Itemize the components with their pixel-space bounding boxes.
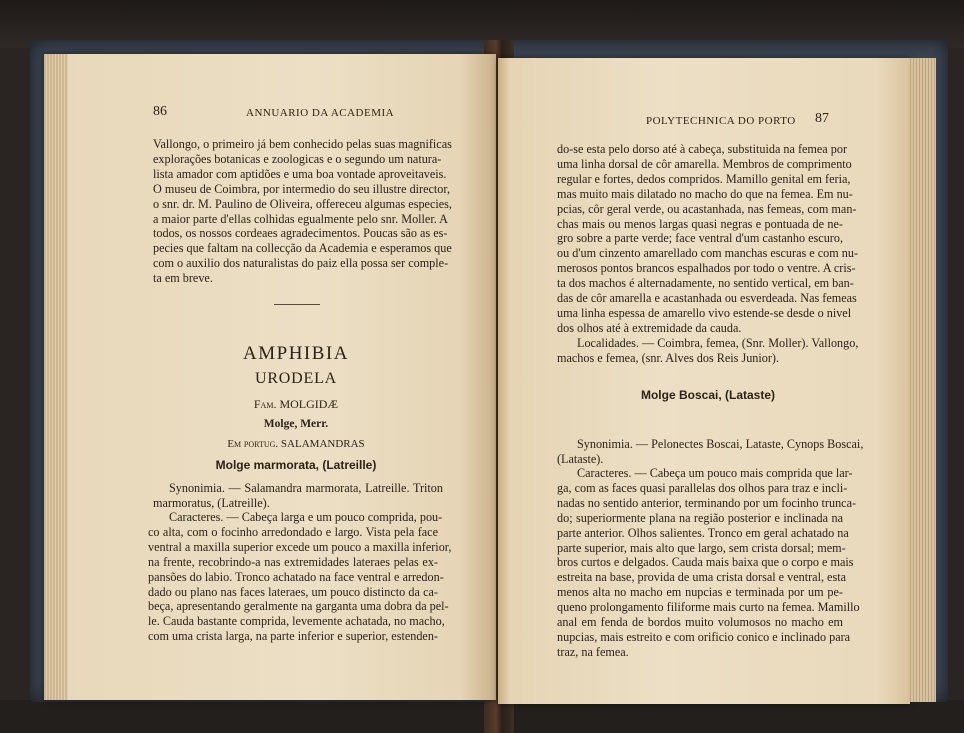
right-page-number: 87 [815,111,829,126]
text-line: na frente, recobrindo-a nas extremidades lateraes pelas ex- [148,554,438,569]
text-line: uma linha espessa de amarello vivo estende-se desde o nivel [557,305,852,320]
text-line: pansões do labio. Tronco achatado na face ventral e arredon- [148,569,444,584]
text-line: chas mais ou menos largas quasi negras e pontuada de ne- [557,216,843,231]
right-synonymy [557,437,864,467]
text-line: dado ou plano nas faces lateraes, um pouco distincto da ca- [148,584,438,599]
right-characters [557,466,860,660]
text-line: queno prolongamento filiforme mais curto na femea. Mamillo [557,600,860,615]
text-line: Synonimia. — Salamandra marmorata, Latreille. Triton [169,481,443,495]
class-heading: AMPHIBIA [243,343,349,364]
text-line: ga, com as faces quasi parallelas dos olhos para traz e incli- [557,480,848,495]
text-line: estreita na base, provida de uma crista dorsal e ventral, esta [557,570,846,585]
order-heading: URODELA [254,370,338,387]
text-line: lista amador com aptidões e uma boa vontade aproveitaveis. [153,166,447,181]
text-line: traz, na femea. [557,644,629,659]
text-line: o snr. dr. M. Paulino de Oliveira, offereceu algumas especies, [153,196,452,211]
species-heading-boscai: Molge Boscai, (Lataste) [640,388,776,402]
text-line: do-se esta pelo dorso até à cabeça, substituida na femea por [557,142,848,156]
text-line: anal em fenda de bordos muito volumosos no macho em [557,615,843,630]
left-synonymy [153,481,443,511]
text-line: ou d'um cinzento amarellado com manchas escuras e com nu- [557,246,859,261]
text-line: beça, apresentando geralmente na garganta uma dobra da pel- [148,599,449,614]
right-page-edges [908,58,936,702]
text-line: das de côr amarella e acastanhada ou esverdeada. Nas femeas [557,291,857,306]
section-divider [274,304,320,305]
text-line: do; superiormente plana na região posterior e inclinada na [557,510,843,525]
text-line: Caracteres. — Cabeça larga e um pouco comprida, pou- [169,510,443,524]
text-line: marmoratus, (Latreille). [153,495,270,510]
text-line: le. Cauda bastante comprida, levemente achatada, no macho, [148,614,445,629]
text-line: machos e femea, (snr. Alves dos Reis Junior). [557,350,780,365]
background-bottom [0,700,964,733]
left-intro-paragraph [153,137,452,286]
text-line: dos olhos até à extremidade da cauda. [557,320,742,335]
genus-heading: Molge, Merr. [263,418,329,430]
text-line: (Lataste). [557,451,604,466]
left-running-head: ANNUARIO DA ACADEMIA [246,107,395,119]
text-line: explorações botanicas e zoologicas e o segundo um natura- [153,151,442,166]
left-characters [148,510,452,644]
text-line: bros curtos e delgados. Cauda mais baixa que o corpo e mais [557,555,854,570]
text-line: Synonimia. — Pelonectes Boscai, Lataste, Cynops Boscai, [577,437,864,451]
text-line: nadas no sentido anterior, terminando por um focinho trunca- [557,495,857,510]
text-line: merosos pontos brancos espalhados por todo o ventre. A cris- [557,261,856,276]
right-running-head: POLYTECHNICA DO PORTO [646,115,796,127]
text-line: com o auxilio dos naturalistas do paiz ella possa ser comple- [153,256,449,271]
text-line: parte anterior. Olhos salientes. Tronco em geral achatado na [557,525,849,540]
portuguese-name: Em portug. SALAMANDRAS [227,438,365,450]
species-heading: Molge marmorata, (Latreille) [215,458,377,472]
text-line: Localidades. — Coimbra, femea, (Snr. Moller). Vallongo, [577,335,859,350]
text-line: gro sobre a parte verde; face ventral d'um castanho escuro, [557,231,843,246]
text-line: nupcias, mais estreito e com orificio conico e inclinado para [557,629,851,644]
text-line: ta dos machos é alternadamente, no sentido vertical, em ban- [557,276,854,291]
text-line: pcias, côr geral verde, ou acastanhada, nas femeas, com man- [557,201,857,216]
right-continuation-paragraph [557,142,859,366]
family-heading: Fam. MOLGIDÆ [253,397,339,411]
left-page-number: 86 [153,104,167,119]
text-line: O museu de Coimbra, por intermedio do seu illustre director, [153,181,451,196]
text-line: ta em breve. [153,271,213,286]
text-line: menos alta no macho em nupcias e terminada por um pe- [557,585,843,600]
text-line: ventral a maxilla superior excede um pouco a maxilla inferior, [148,539,452,554]
text-line: regular e fortes, dedos compridos. Mamillo genital em feria, [557,171,851,186]
left-page-edges [44,54,68,700]
text-line: a maior parte d'ellas colhidas egualmente pelo snr. Moller. A [153,211,448,226]
text-line: Caracteres. — Cabeça um pouco mais comprida que lar- [577,466,853,480]
text-line: com uma crista larga, na parte inferior e superior, estenden- [148,629,438,644]
text-line: pecies que faltam na collecção da Academia e esperamos que [153,241,452,256]
text-line: mas muito mais dilatado no macho do que na femea. Em nu- [557,186,853,201]
text-line: uma linha dorsal de côr amarella. Membros de comprimento [557,156,852,171]
text-line: co alta, com o focinho arredondado e largo. Vista pela face [148,524,438,539]
text-line: parte superior, mais alto que largo, sem crista dorsal; mem- [557,540,846,555]
text-line: todos, os nossos cordeaes agradecimentos. Poucas são as es- [153,226,448,241]
text-line: Vallongo, o primeiro já bem conhecido pelas suas magnificas [153,137,452,151]
